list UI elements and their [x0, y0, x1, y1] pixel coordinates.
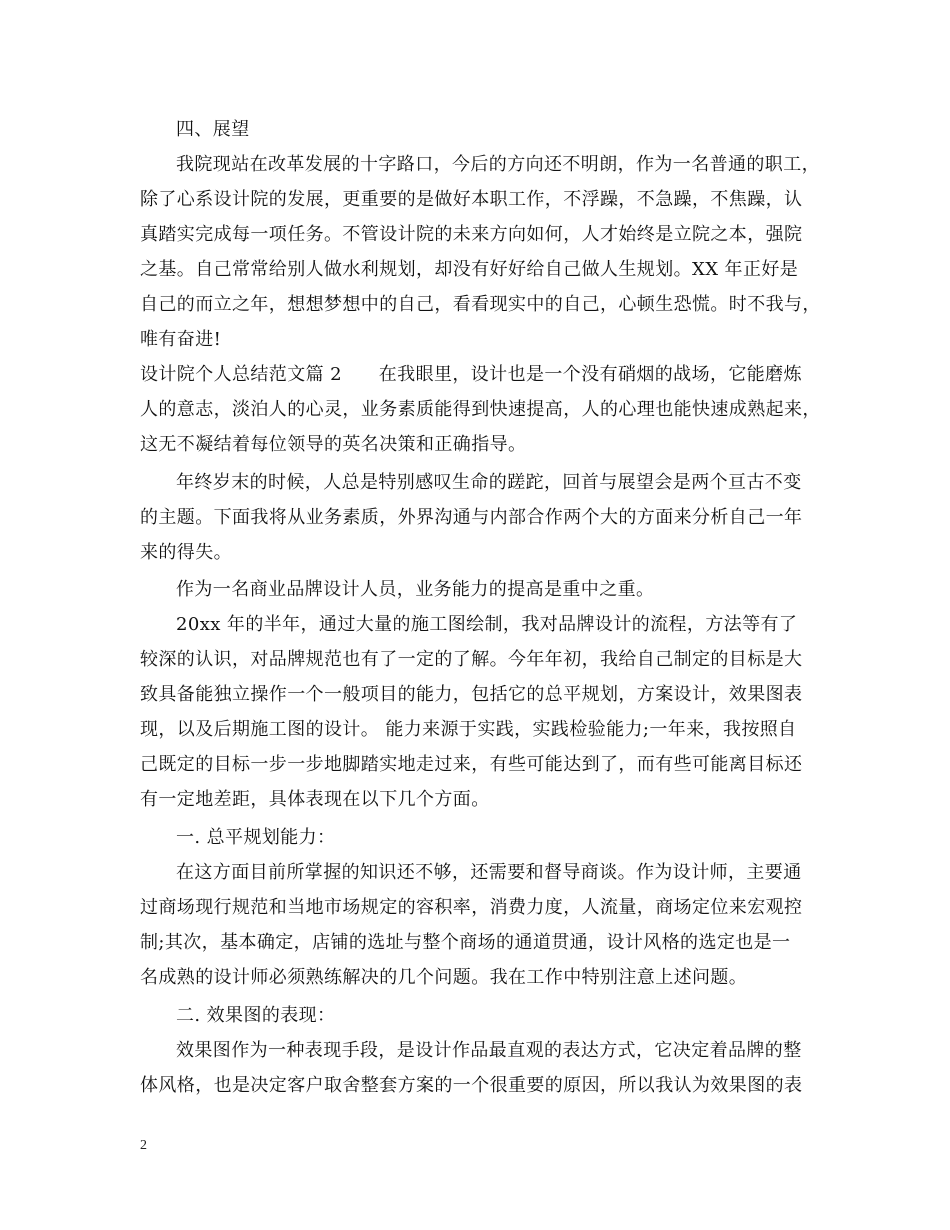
- body-line: 己既定的目标一步一步地脚踏实地走过来，有些可能达到了，而有些可能离目标还: [140, 754, 803, 775]
- subheading-rendering: 二. 效果图的表现：: [176, 1005, 336, 1026]
- body-line: 年终岁末的时候，人总是特别感叹生命的蹉跎，回首与展望会是两个亘古不变: [176, 472, 802, 493]
- body-line: 制;其次，基本确定，店铺的选址与整个商场的通道贯通，设计风格的选定也是一: [140, 932, 791, 953]
- body-line: 的主题。下面我将从业务素质，外界沟通与内部合作两个大的方面来分析自己一年: [140, 507, 803, 528]
- body-line: 过商场现行规范和当地市场规定的容积率，消费力度，人流量，商场定位来宏观控: [140, 897, 803, 918]
- body-line: 真踏实完成每一项任务。不管设计院的未来方向如何，人才始终是立院之本，强院: [140, 224, 803, 245]
- body-line: 在这方面目前所掌握的知识还不够，还需要和督导商谈。作为设计师，主要通: [176, 862, 802, 883]
- body-line: 人的意志，淡泊人的心灵，业务素质能得到快速提高，人的心理也能快速成熟起来，: [140, 399, 821, 420]
- body-line: 之基。自己常常给别人做水利规划，却没有好好给自己做人生规划。XX 年正好是: [140, 259, 799, 280]
- body-line: 致具备能独立操作一个一般项目的能力，包括它的总平规划，方案设计，效果图表: [140, 684, 803, 705]
- body-line: 这无不凝结着每位领导的英名决策和正确指导。: [140, 434, 527, 455]
- body-line: 名成熟的设计师必须熟练解决的几个问题。我在工作中特别注意上述问题。: [140, 967, 748, 988]
- body-line: 我院现站在改革发展的十字路口，今后的方向还不明朗，作为一名普通的职工，: [176, 154, 820, 175]
- section-heading-outlook: 四、展望: [176, 119, 250, 140]
- body-line: 20xx 年的半年，通过大量的施工图绘制，我对品牌设计的流程，方法等有了: [176, 614, 798, 635]
- subheading-overall-planning: 一. 总平规划能力：: [176, 827, 336, 848]
- body-line: 体风格，也是决定客户取舍整套方案的一个很重要的原因，所以我认为效果图的表: [140, 1075, 803, 1096]
- body-line: 唯有奋进!: [140, 329, 222, 350]
- body-line: 除了心系设计院的发展，更重要的是做好本职工作，不浮躁，不急躁，不焦躁，认: [140, 189, 803, 210]
- body-line: 作为一名商业品牌设计人员，业务能力的提高是重中之重。: [176, 579, 655, 600]
- body-line: 效果图作为一种表现手段，是设计作品最直观的表达方式，它决定着品牌的整: [176, 1040, 802, 1061]
- article-title-line: 设计院个人总结范文篇 2 在我眼里，设计也是一个没有硝烟的战场，它能磨炼: [140, 364, 802, 385]
- body-line: 来的得失。: [140, 542, 232, 563]
- body-line: 自己的而立之年，想想梦想中的自己，看看现实中的自己，心顿生恐慌。时不我与，: [140, 294, 821, 315]
- body-line: 较深的认识，对品牌规范也有了一定的了解。今年年初，我给自己制定的目标是大: [140, 649, 803, 670]
- body-line: 现，以及后期施工图的设计。 能力来源于实践，实践检验能力;一年来，我按照自: [140, 719, 797, 740]
- body-line: 有一定地差距，具体表现在以下几个方面。: [140, 789, 490, 810]
- page-number: 2: [140, 1138, 147, 1153]
